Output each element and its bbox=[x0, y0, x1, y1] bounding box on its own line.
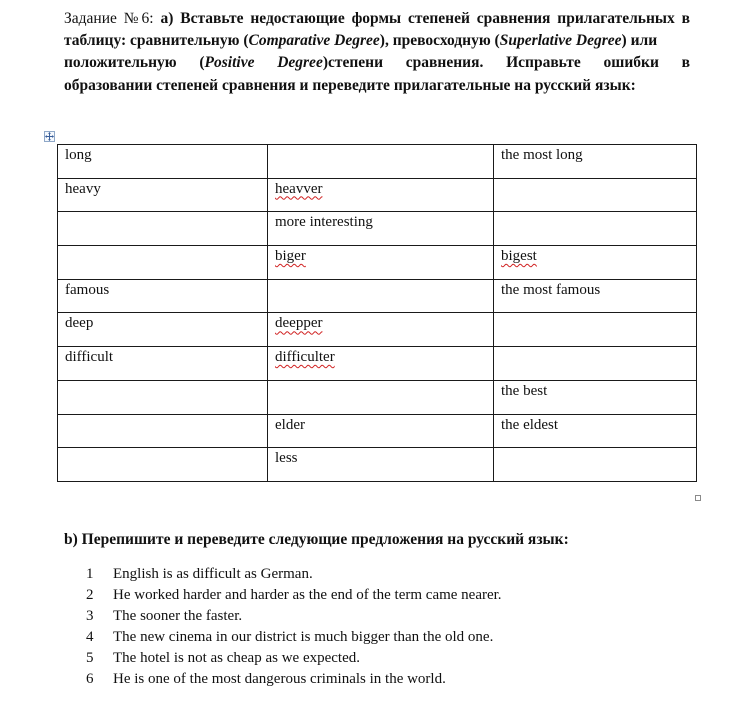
table-row bbox=[58, 178, 697, 212]
task-instructions bbox=[64, 8, 690, 97]
superlative-cell[interactable] bbox=[494, 279, 697, 313]
intro-word: Исправьте bbox=[506, 54, 581, 72]
comparative-cell[interactable] bbox=[268, 313, 494, 347]
cell-text: the most long bbox=[501, 147, 583, 163]
comparative-cell[interactable] bbox=[268, 380, 494, 414]
cell-text-misspelled: difficulter bbox=[275, 349, 335, 366]
cell-text: the eldest bbox=[501, 416, 559, 433]
sentence-text: He worked harder and harder as the end of the term came nearer. bbox=[113, 587, 502, 603]
positive-cell[interactable] bbox=[58, 145, 268, 179]
resize-square-icon[interactable] bbox=[695, 495, 701, 501]
intro-word: )степени bbox=[322, 54, 384, 72]
table-row bbox=[58, 246, 697, 280]
cell-text: deep bbox=[65, 315, 94, 332]
cell-text: more interesting bbox=[275, 214, 373, 231]
superlative-cell[interactable] bbox=[494, 414, 697, 448]
table-row bbox=[58, 414, 697, 448]
intro-word: ошибки bbox=[603, 54, 659, 72]
comparative-cell[interactable] bbox=[268, 279, 494, 313]
part-a-marker: а) bbox=[160, 10, 174, 27]
superlative-cell[interactable] bbox=[494, 313, 697, 347]
sentence-text: The hotel is not as cheap as we expected. bbox=[113, 650, 360, 666]
item-number: 4 bbox=[86, 629, 94, 645]
item-number: 5 bbox=[86, 650, 94, 666]
intro-text-3: ) или bbox=[621, 32, 658, 50]
cell-text: famous bbox=[65, 281, 110, 298]
superlative-cell[interactable] bbox=[494, 246, 697, 280]
positive-cell[interactable] bbox=[58, 246, 268, 280]
comparative-cell[interactable] bbox=[268, 414, 494, 448]
positive-cell[interactable] bbox=[58, 212, 268, 246]
superlative-cell[interactable] bbox=[494, 178, 697, 212]
intro-word: сравнения. bbox=[405, 54, 484, 72]
cell-text-misspelled: biger bbox=[275, 248, 306, 265]
cell-text: the best bbox=[501, 382, 548, 399]
list-item bbox=[86, 585, 502, 606]
move-arrows-icon[interactable] bbox=[44, 131, 55, 142]
list-item bbox=[86, 564, 502, 585]
cell-text: the most famous bbox=[501, 281, 601, 298]
intro-word: положительную bbox=[64, 54, 177, 72]
table-row bbox=[58, 448, 697, 482]
superlative-term: Superlative Degree bbox=[499, 32, 622, 50]
table-row bbox=[58, 313, 697, 347]
positive-cell[interactable] bbox=[58, 313, 268, 347]
intro-text-1: Вставьте недостающие формы степеней сравнения прилагательных в таблицу: сравнительную ( bbox=[64, 10, 691, 50]
comparative-cell[interactable] bbox=[268, 347, 494, 381]
list-item bbox=[86, 669, 502, 690]
item-number: 6 bbox=[86, 671, 94, 687]
cell-text-misspelled: deepper bbox=[275, 315, 323, 332]
cell-text: difficult bbox=[65, 349, 114, 366]
comparative-cell[interactable] bbox=[268, 178, 494, 212]
sentence-text: English is as difficult as German. bbox=[113, 566, 313, 582]
sentence-text: He is one of the most dangerous criminals in the world. bbox=[113, 671, 446, 687]
table-row bbox=[58, 279, 697, 313]
intro-word: в bbox=[681, 54, 691, 72]
table-row bbox=[58, 380, 697, 414]
sentence-text: The sooner the faster. bbox=[113, 608, 243, 624]
item-number: 1 bbox=[86, 566, 94, 582]
cell-text: elder bbox=[275, 416, 305, 433]
table-row bbox=[58, 145, 697, 179]
part-b-heading: b) Перепишите и переведите следующие предложения на русский язык: bbox=[64, 531, 569, 548]
task-label: Задание №6: bbox=[64, 10, 154, 27]
intro-paren: ( bbox=[199, 54, 205, 72]
table-row bbox=[58, 212, 697, 246]
intro-line-3 bbox=[64, 52, 690, 74]
positive-term-degree: Degree bbox=[277, 54, 323, 72]
intro-line-4: образовании степеней сравнения и переведите прилагательные на русский язык: bbox=[64, 76, 636, 94]
superlative-cell[interactable] bbox=[494, 212, 697, 246]
intro-text-2: ), превосходную ( bbox=[379, 32, 500, 50]
cell-text: less bbox=[275, 450, 298, 467]
cell-text-misspelled: bigest bbox=[501, 248, 537, 265]
sentence-text: The new cinema in our district is much bigger than the old one. bbox=[113, 629, 494, 645]
superlative-cell[interactable] bbox=[494, 448, 697, 482]
degrees-table bbox=[57, 144, 697, 482]
positive-cell[interactable] bbox=[58, 279, 268, 313]
sentence-list bbox=[86, 564, 502, 690]
cell-text: heavy bbox=[65, 180, 101, 197]
positive-cell[interactable] bbox=[58, 178, 268, 212]
positive-cell[interactable] bbox=[58, 380, 268, 414]
positive-cell[interactable] bbox=[58, 414, 268, 448]
positive-cell[interactable] bbox=[58, 347, 268, 381]
comparative-cell[interactable] bbox=[268, 448, 494, 482]
superlative-cell[interactable] bbox=[494, 145, 697, 179]
list-item bbox=[86, 627, 502, 648]
positive-cell[interactable] bbox=[58, 448, 268, 482]
list-item bbox=[86, 648, 502, 669]
comparative-cell[interactable] bbox=[268, 145, 494, 179]
positive-term: Positive bbox=[204, 54, 255, 72]
superlative-cell[interactable] bbox=[494, 347, 697, 381]
table-row bbox=[58, 347, 697, 381]
comparative-term: Comparative Degree bbox=[248, 32, 380, 50]
superlative-cell[interactable] bbox=[494, 380, 697, 414]
item-number: 3 bbox=[86, 608, 94, 624]
cell-text: long bbox=[65, 147, 92, 163]
item-number: 2 bbox=[86, 587, 94, 603]
list-item bbox=[86, 606, 502, 627]
comparative-cell[interactable] bbox=[268, 246, 494, 280]
cell-text-misspelled: heavver bbox=[275, 180, 323, 197]
comparative-cell[interactable] bbox=[268, 212, 494, 246]
